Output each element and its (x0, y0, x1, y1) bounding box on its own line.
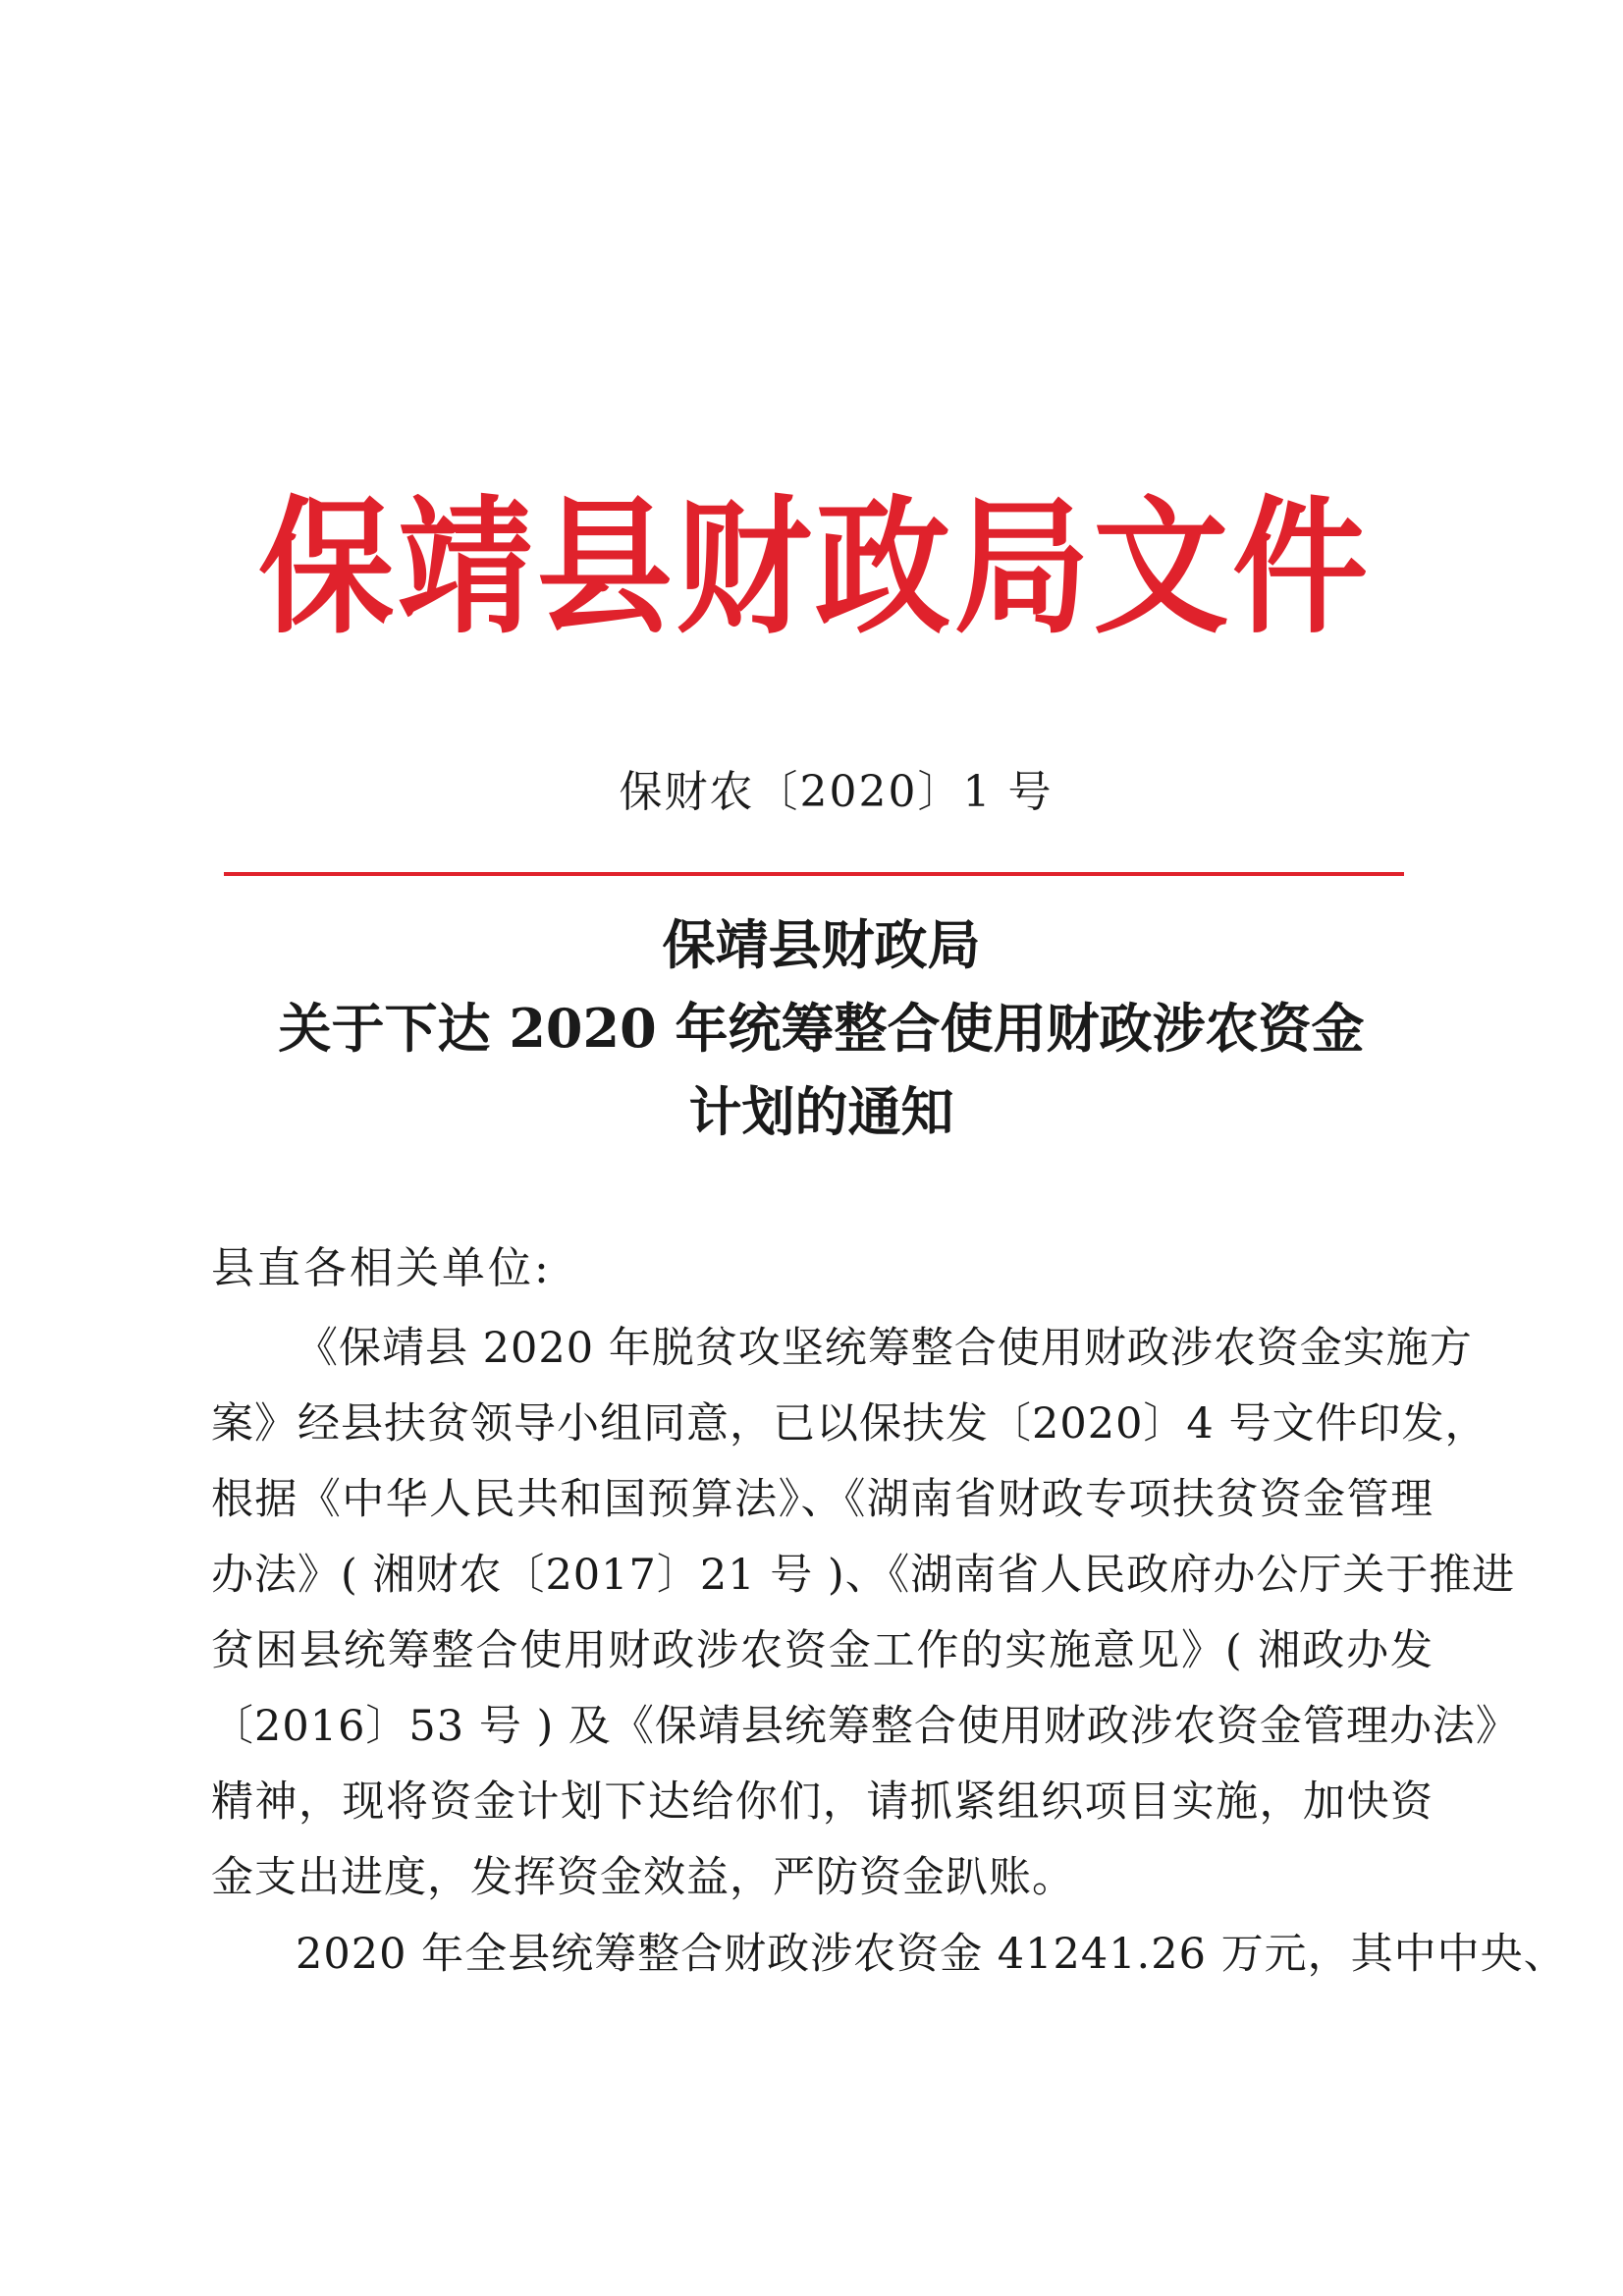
paragraph-line: 根据《中华人民共和国预算法》、《湖南省财政专项扶贫资金管理 (211, 1475, 1434, 1524)
body-paragraph-2 (211, 1917, 1567, 1993)
paragraph-line: 精神，现将资金计划下达给你们，请抓紧组织项目实施，加快资 (211, 1777, 1434, 1827)
title-line-1: 保靖县财政局 (662, 913, 981, 976)
title-line-2: 关于下达 2020 年统筹整合使用财政涉农资金 (278, 997, 1365, 1060)
paragraph-line: 2020 年全县统筹整合财政涉农资金 41241.26 万元，其中中央、 (296, 1930, 1567, 1979)
paragraph-line: 〔2016〕53 号 ) 及《保靖县统筹整合使用财政涉农资金管理办法》 (211, 1702, 1519, 1751)
title-line-3: 计划的通知 (688, 1080, 954, 1143)
paragraph-line: 金支出进度，发挥资金效益，严防资金趴账。 (211, 1853, 1075, 1902)
document-masthead: 保靖县财政局文件 (258, 481, 1372, 654)
paragraph-line: 案》经县扶贫领导小组同意，已以保扶发〔2020〕4 号文件印发， (211, 1399, 1488, 1449)
paragraph-line: 《保靖县 2020 年脱贫攻坚统筹整合使用财政涉农资金实施方 (296, 1324, 1473, 1373)
body-paragraph-1 (211, 1311, 1519, 1916)
salutation: 县直各相关单位: (211, 1243, 552, 1293)
paragraph-line: 办法》( 湘财农〔2017〕21 号 )、《湖南省人民政府办公厅关于推进 (211, 1551, 1516, 1600)
notice-title (147, 903, 1476, 1154)
red-divider-line (224, 872, 1404, 876)
document-number: 保财农〔2020〕1 号 (619, 767, 1054, 817)
paragraph-line: 贫困县统筹整合使用财政涉农资金工作的实施意见》( 湘政办发 (211, 1626, 1434, 1675)
